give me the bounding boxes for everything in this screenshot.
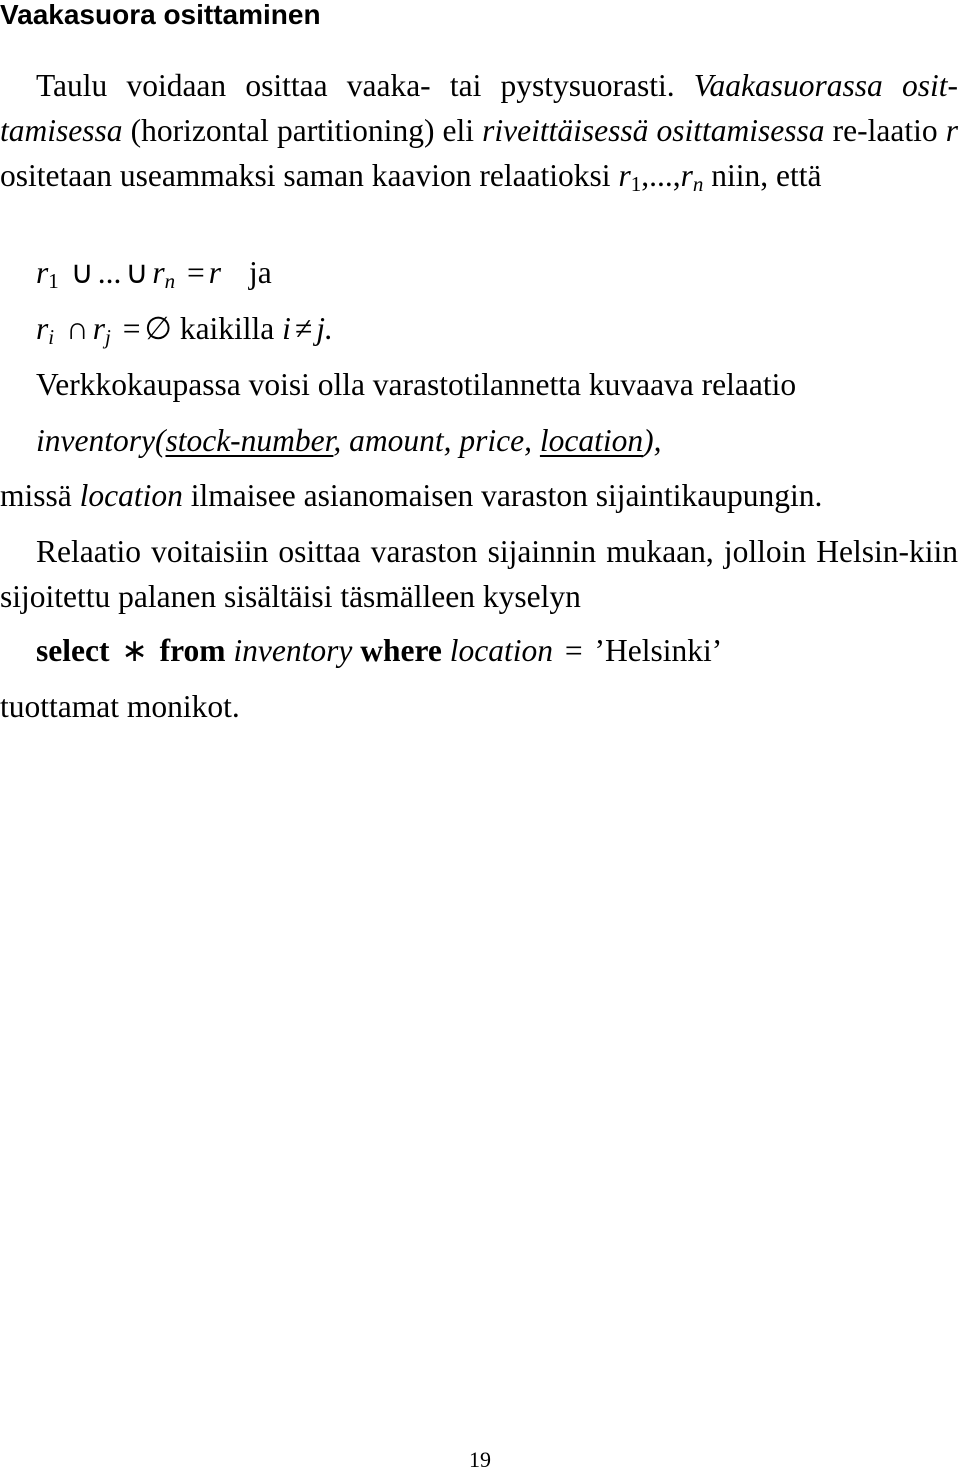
schema-attrs: , amount, price, (333, 423, 540, 458)
schema-name: inventory( (36, 423, 166, 458)
sql-from: from (159, 633, 226, 668)
sql-equals: = (564, 633, 583, 668)
formula1-rn: r (152, 255, 165, 290)
sql-query (36, 628, 722, 673)
intro-text-3: (horizontal partitioning) eli (122, 113, 483, 148)
page-number: 19 (469, 1447, 491, 1472)
formula2-subi: i (48, 325, 55, 349)
formula-union (36, 250, 272, 295)
formula2-equals: = (122, 311, 141, 346)
location-explanation (0, 473, 822, 518)
closing-line (0, 684, 240, 729)
relation-symbol: r (945, 113, 959, 148)
formula1-dots: ... (97, 255, 122, 290)
empty-set-symbol: ∅ (144, 311, 172, 346)
inventory-intro-text: Verkkokaupassa voisi olla varastotilannetta kuvaava relaatio (36, 367, 797, 402)
formula1-sub1: 1 (48, 269, 59, 293)
intro-paragraph (0, 63, 958, 198)
sql-select: select (36, 633, 110, 668)
formula-intersection (36, 306, 333, 351)
section-heading: Vaakasuora osittaminen (0, 0, 321, 30)
location-text-a: missä (0, 478, 80, 513)
formula1-rhs: r (208, 255, 222, 290)
partition-text: Relaatio voitaisiin osittaa varaston sijainnin mukaan, jolloin Helsin-kiin sijoitettu palanen sisältäisi täsmälleen kyselyn (0, 534, 958, 614)
formula1-subn: n (164, 269, 176, 293)
formula1-r1: r (36, 255, 49, 290)
relation-rn: r (680, 158, 693, 193)
schema-location: location (539, 423, 644, 458)
sql-where: where (360, 633, 442, 668)
schema-key: stock-number (165, 423, 334, 458)
formula2-j: j. (316, 311, 333, 346)
relation-r1: r (618, 158, 631, 193)
schema-end: ), (643, 423, 662, 458)
partition-paragraph (0, 529, 958, 619)
intro-text-1: Taulu voidaan osittaa vaaka- tai pystysuorasti. (36, 68, 694, 103)
sql-table: inventory (233, 633, 353, 668)
formula2-r2: r (92, 311, 105, 346)
equals-symbol: = (187, 255, 205, 290)
comma-dots: ,..., (641, 158, 681, 193)
not-equal-symbol: ≠ (294, 311, 313, 346)
formula2-text: kaikilla (179, 311, 275, 346)
formula1-ja: ja (248, 255, 272, 290)
term-row-partitioning-fi: riveittäisessä osittamisessa (482, 113, 825, 148)
sql-value: ’Helsinki’ (594, 633, 723, 668)
formula2-i: i (282, 311, 291, 346)
subscript-1: 1 (630, 172, 642, 196)
inventory-intro (36, 362, 796, 407)
subscript-n: n (692, 172, 704, 196)
schema-line (36, 418, 662, 463)
union-symbol: ∪ (70, 255, 94, 290)
union-symbol-2: ∪ (125, 255, 149, 290)
location-term: location (79, 478, 183, 513)
term-horizontal-partitioning-fi: Vaakasuorassa osit-tamisessa (0, 68, 958, 148)
formula2-subj: j (105, 325, 111, 349)
sql-column: location (449, 633, 554, 668)
intro-text-8: niin, että (703, 158, 822, 193)
intro-text-5: re-laatio (824, 113, 946, 148)
formula2-r: r (36, 311, 49, 346)
sql-star: ∗ (121, 633, 148, 668)
intersection-symbol: ∩ (65, 311, 89, 346)
intro-text-7: ositetaan useammaksi saman kaavion relaatioksi (0, 158, 619, 193)
location-text-c: ilmaisee asianomaisen varaston sijaintikaupungin. (182, 478, 823, 513)
closing-text: tuottamat monikot. (0, 689, 240, 724)
